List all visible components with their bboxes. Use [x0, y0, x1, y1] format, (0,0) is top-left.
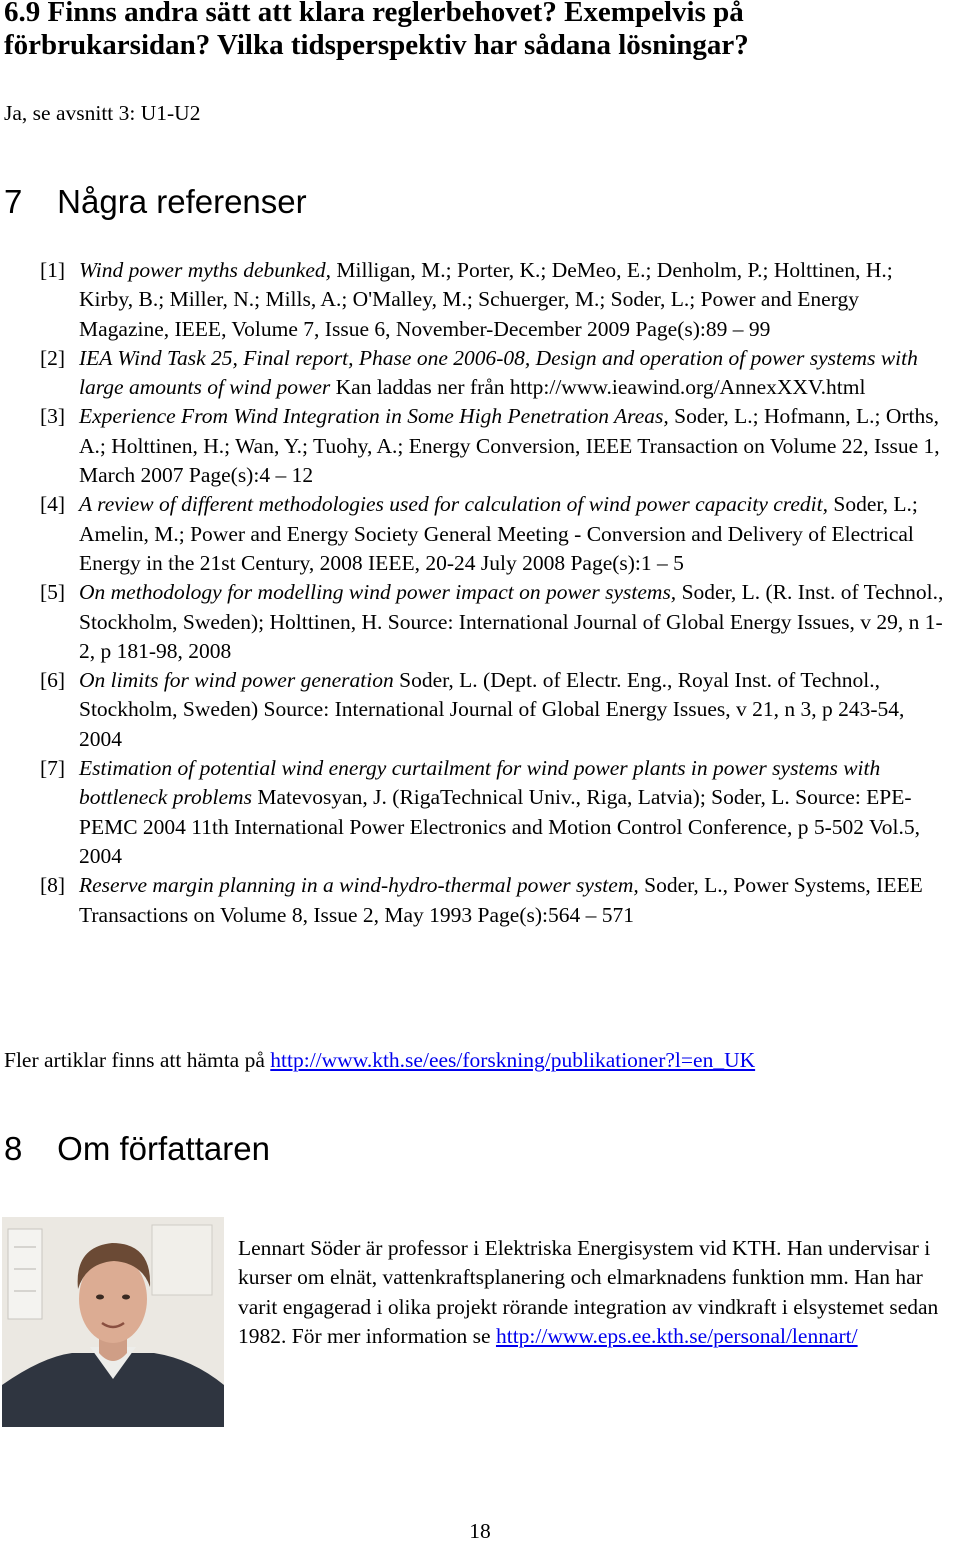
reference-number: [5]: [40, 580, 66, 605]
reference-details: Soder, L. (R. Inst. of Technol., Stockholm, Sweden); Holttinen, H. Source: International Journal of Global Energy Issues, v 29, n 1-2, p 181-98, 2008: [79, 580, 944, 663]
reference-details: Kan laddas ner från http://www.ieawind.org/AnnexXXV.html: [330, 375, 866, 400]
section-7-title: Några referenser: [57, 183, 307, 220]
reference-list: [40, 256, 952, 930]
reference-title: A review of different methodologies used for calculation of wind power capacity credit,: [79, 492, 828, 517]
section-8-title: Om författaren: [57, 1130, 270, 1167]
section-6-9-heading: 6.9 Finns andra sätt att klara reglerbehovet? Exempelvis på förbrukarsidan? Vilka tidsperspektiv har sådana lösningar?: [4, 0, 749, 61]
section-8-heading: [4, 1129, 270, 1169]
more-articles-paragraph: [4, 1046, 755, 1075]
author-bio-text: Lennart Söder är professor i Elektriska Energisystem vid KTH. Han undervisar i kurser om elnät, vattenkraftsplanering och elmarknadens funktion mm. Han har varit engagerad i olika projekt rörande integration av vindkraft i elsystemet sedan 1982. För mer information se: [238, 1236, 939, 1348]
section-6-9-answer: Ja, se avsnitt 3: U1-U2: [4, 101, 201, 125]
page-number: 18: [469, 1519, 491, 1543]
reference-number: [6]: [40, 668, 66, 693]
section-7-number: 7: [4, 183, 23, 220]
author-homepage-link[interactable]: http://www.eps.ee.kth.se/personal/lennart/: [495, 1323, 858, 1348]
reference-title: On methodology for modelling wind power impact on power systems,: [79, 580, 677, 605]
reference-item-3: [40, 402, 952, 490]
reference-details: Soder, L.; Hofmann, L.; Orths, A.; Holttinen, H.; Wan, Y.; Tuohy, A.; Energy Conversion, IEEE Transaction on Volume 22, Issue 1, March 2007 Page(s):4 – 12: [79, 404, 940, 488]
reference-number: [8]: [40, 873, 66, 898]
reference-details: Soder, L. (Dept. of Electr. Eng., Royal Inst. of Technol., Stockholm, Sweden) Source: International Journal of Global Energy Issues, v 21, n 3, p 243-54, 2004: [79, 668, 905, 751]
reference-number: [4]: [40, 492, 66, 517]
reference-item-2: [40, 344, 952, 403]
reference-title: Experience From Wind Integration in Some High Penetration Areas,: [79, 404, 669, 429]
author-photo: [2, 1217, 224, 1427]
reference-title: Reserve margin planning in a wind-hydro-thermal power system,: [79, 873, 639, 898]
reference-title: Estimation of potential wind energy curtailment for wind power plants in power systems with bottleneck problems: [79, 756, 881, 810]
reference-item-6: [40, 666, 952, 754]
reference-details: Soder, L.; Amelin, M.; Power and Energy Society General Meeting - Conversion and Delivery of Electrical Energy in the 21st Century, 2008 IEEE, 20-24 July 2008 Page(s):1 – 5: [79, 492, 918, 575]
reference-number: [2]: [40, 345, 66, 370]
reference-item-7: [40, 754, 952, 871]
more-articles-text: Fler artiklar finns att hämta på: [4, 1048, 271, 1072]
reference-item-1: [40, 256, 952, 344]
reference-details: Milligan, M.; Porter, K.; DeMeo, E.; Denholm, P.; Holttinen, H.; Kirby, B.; Miller, N.; Mills, A.; O'Malley, M.; Schuerger, M.; Soder, L.; Power and Energy Magazine, IEEE, Volume 7, Issue 6, November-December 2009 Page(s):89 – 99: [79, 258, 893, 341]
reference-title: Wind power myths debunked,: [79, 258, 331, 282]
section-7-heading: [4, 182, 307, 222]
reference-number: [1]: [40, 258, 66, 282]
reference-details: Matevosyan, J. (RigaTechnical Univ., Riga, Latvia); Soder, L. Source: EPE-PEMC 2004 11th International Power Electronics and Motion Control Conference, p 5-502 Vol.5, 2004: [79, 785, 920, 868]
reference-details: Soder, L., Power Systems, IEEE Transactions on Volume 8, Issue 2, May 1993 Page(s):564 – 571: [79, 873, 923, 927]
reference-number: [3]: [40, 404, 66, 429]
author-bio: [238, 1234, 950, 1351]
reference-item-4: [40, 490, 952, 578]
reference-title: IEA Wind Task 25, Final report, Phase one 2006-08, Design and operation of power systems with large amounts of wind power: [79, 345, 918, 400]
section-8-number: 8: [4, 1130, 23, 1167]
publications-link[interactable]: http://www.kth.se/ees/forskning/publikationer?l=en_UK: [270, 1048, 756, 1072]
reference-item-8: [40, 871, 952, 930]
reference-item-5: [40, 578, 952, 666]
reference-title: On limits for wind power generation: [79, 668, 394, 693]
reference-number: [7]: [40, 756, 66, 781]
